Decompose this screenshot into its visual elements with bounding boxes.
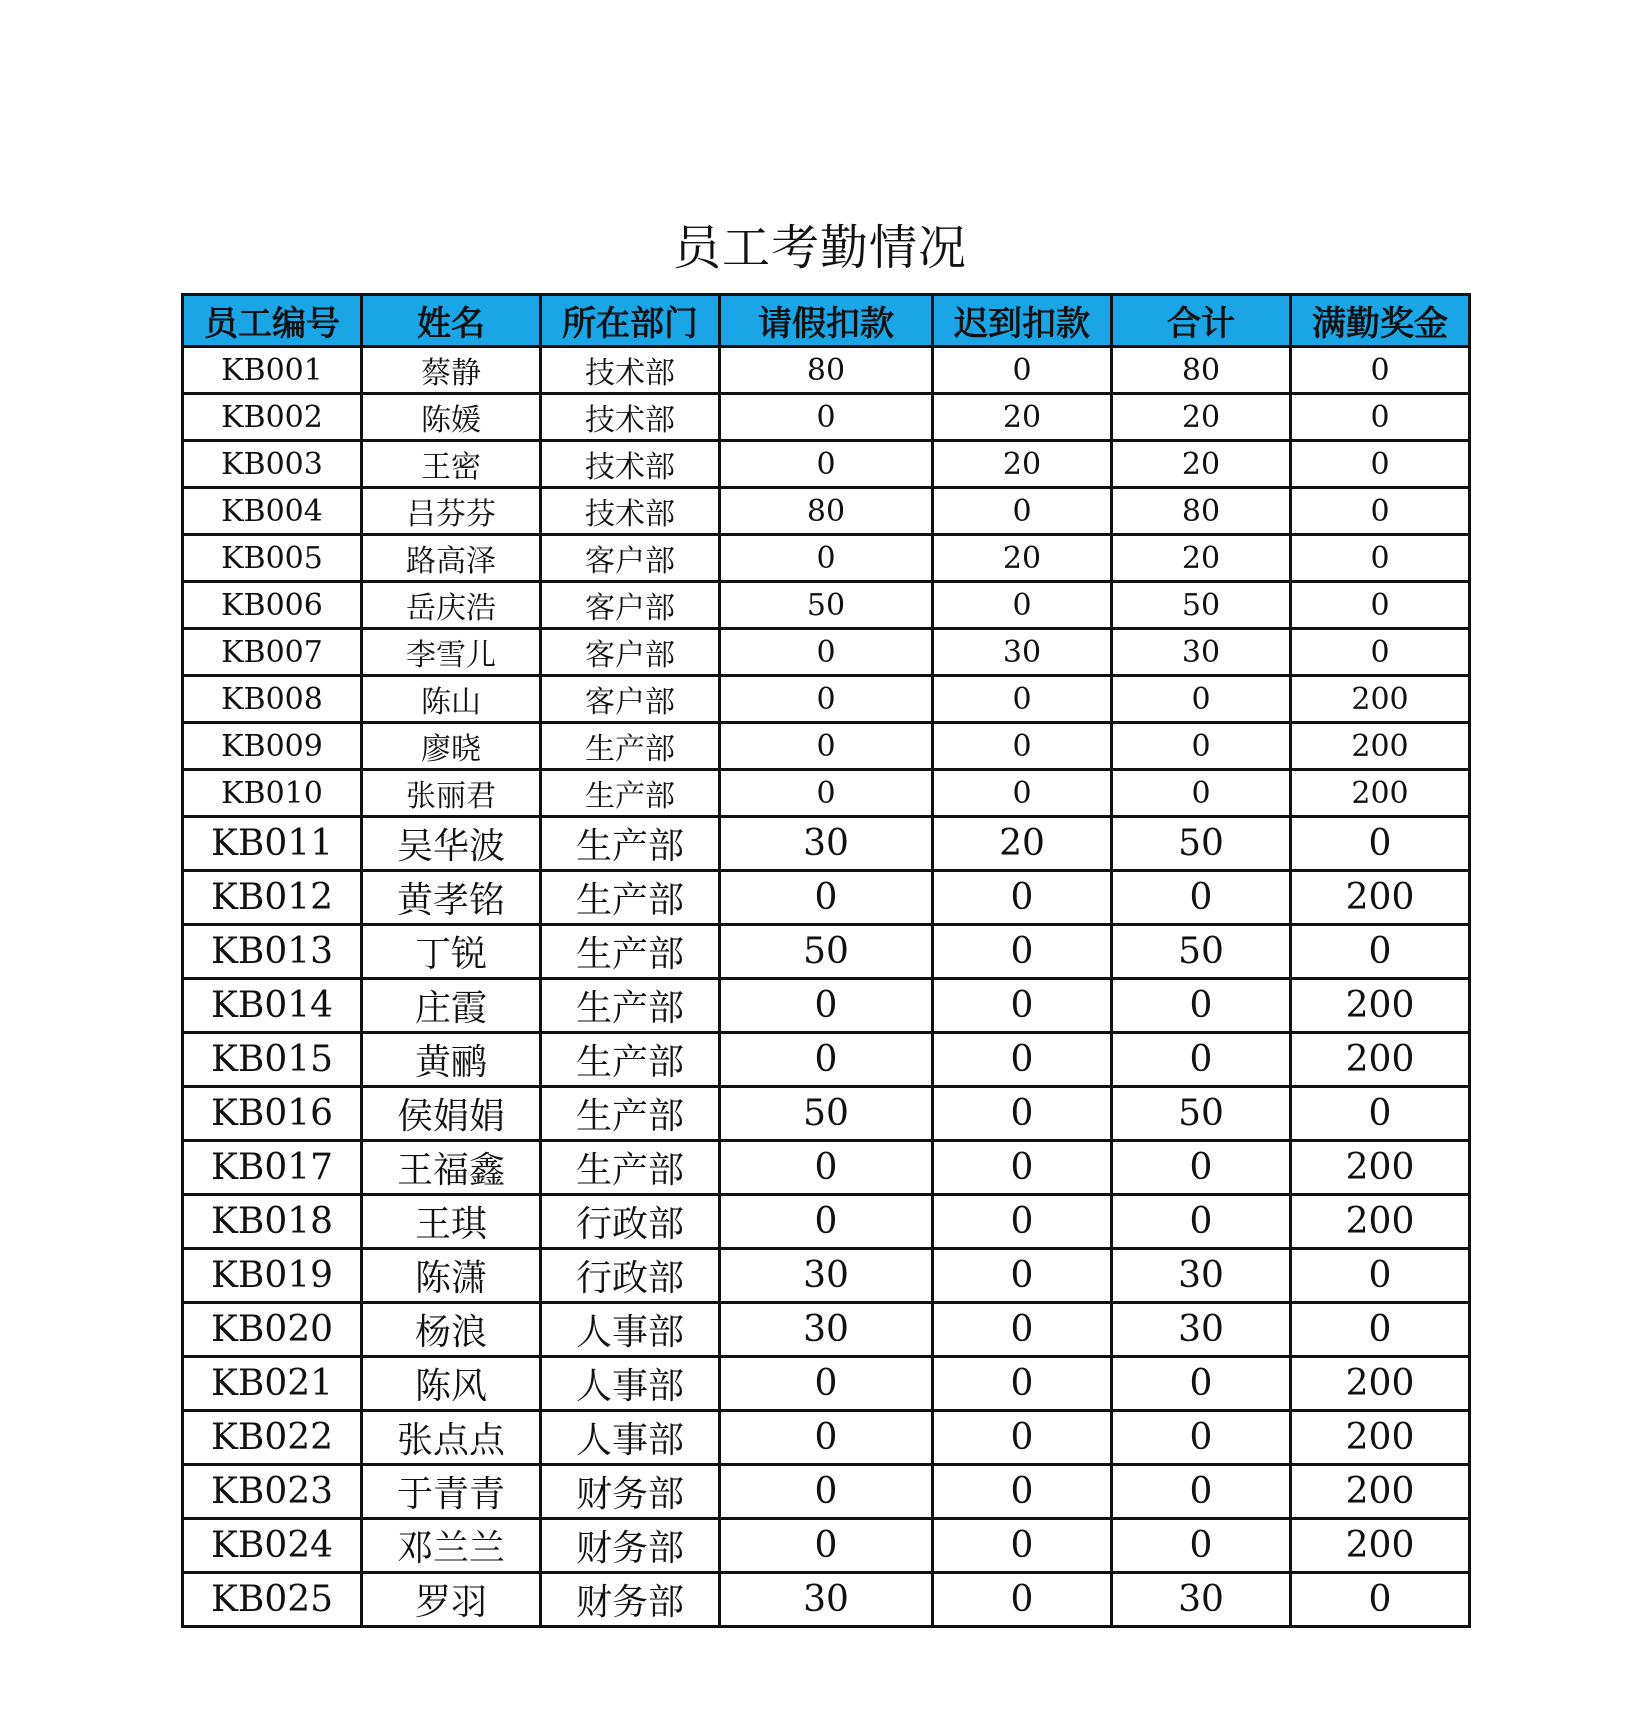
table-row xyxy=(183,1573,1470,1627)
cell-employee-id[interactable]: KB017 xyxy=(183,1141,362,1195)
cell-department[interactable]: 生产部 xyxy=(541,770,720,817)
cell-late-deduction[interactable]: 0 xyxy=(933,582,1112,629)
cell-total[interactable]: 50 xyxy=(1112,925,1291,979)
cell-late-deduction[interactable]: 0 xyxy=(933,1033,1112,1087)
cell-employee-id[interactable]: KB018 xyxy=(183,1195,362,1249)
cell-late-deduction[interactable]: 0 xyxy=(933,979,1112,1033)
cell-total[interactable]: 0 xyxy=(1112,1141,1291,1195)
cell-attendance-bonus[interactable]: 200 xyxy=(1291,1519,1470,1573)
cell-department[interactable]: 生产部 xyxy=(541,723,720,770)
cell-late-deduction[interactable]: 0 xyxy=(933,925,1112,979)
cell-leave-deduction[interactable]: 80 xyxy=(720,488,933,535)
cell-department[interactable]: 生产部 xyxy=(541,1087,720,1141)
cell-late-deduction[interactable]: 20 xyxy=(933,535,1112,582)
cell-leave-deduction[interactable]: 0 xyxy=(720,535,933,582)
cell-name[interactable]: 罗羽 xyxy=(362,1573,541,1627)
cell-leave-deduction[interactable]: 50 xyxy=(720,582,933,629)
cell-attendance-bonus[interactable]: 200 xyxy=(1291,871,1470,925)
cell-leave-deduction[interactable]: 30 xyxy=(720,1573,933,1627)
cell-department[interactable]: 行政部 xyxy=(541,1195,720,1249)
cell-employee-id[interactable]: KB011 xyxy=(183,817,362,871)
cell-name[interactable]: 廖晓 xyxy=(362,723,541,770)
cell-name[interactable]: 蔡静 xyxy=(362,347,541,394)
cell-department[interactable]: 技术部 xyxy=(541,441,720,488)
table-row xyxy=(183,488,1470,535)
cell-attendance-bonus[interactable]: 0 xyxy=(1291,1573,1470,1627)
cell-leave-deduction[interactable]: 50 xyxy=(720,925,933,979)
cell-total[interactable]: 0 xyxy=(1112,871,1291,925)
cell-total[interactable]: 80 xyxy=(1112,347,1291,394)
cell-name[interactable]: 陈潇 xyxy=(362,1249,541,1303)
page-title: 员工考勤情况 xyxy=(672,220,967,276)
table-row xyxy=(183,394,1470,441)
cell-attendance-bonus[interactable]: 0 xyxy=(1291,1303,1470,1357)
cell-total[interactable]: 0 xyxy=(1112,676,1291,723)
cell-name[interactable]: 侯娟娟 xyxy=(362,1087,541,1141)
cell-total[interactable]: 20 xyxy=(1112,441,1291,488)
cell-leave-deduction[interactable]: 0 xyxy=(720,1357,933,1411)
cell-name[interactable]: 丁锐 xyxy=(362,925,541,979)
cell-total[interactable]: 30 xyxy=(1112,1249,1291,1303)
cell-department[interactable]: 生产部 xyxy=(541,925,720,979)
cell-attendance-bonus[interactable]: 200 xyxy=(1291,1033,1470,1087)
cell-attendance-bonus[interactable]: 200 xyxy=(1291,979,1470,1033)
cell-late-deduction[interactable]: 20 xyxy=(933,394,1112,441)
table-row xyxy=(183,1303,1470,1357)
cell-late-deduction[interactable]: 0 xyxy=(933,1519,1112,1573)
cell-attendance-bonus[interactable]: 200 xyxy=(1291,1411,1470,1465)
cell-late-deduction[interactable]: 0 xyxy=(933,676,1112,723)
header-total[interactable]: 合计 xyxy=(1112,295,1291,347)
cell-late-deduction[interactable]: 0 xyxy=(933,488,1112,535)
cell-name[interactable]: 于青青 xyxy=(362,1465,541,1519)
cell-department[interactable]: 客户部 xyxy=(541,535,720,582)
cell-attendance-bonus[interactable]: 200 xyxy=(1291,723,1470,770)
table-row xyxy=(183,1411,1470,1465)
cell-leave-deduction[interactable]: 0 xyxy=(720,629,933,676)
cell-late-deduction[interactable]: 20 xyxy=(933,441,1112,488)
cell-total[interactable]: 0 xyxy=(1112,1195,1291,1249)
cell-leave-deduction[interactable]: 0 xyxy=(720,723,933,770)
cell-employee-id[interactable]: KB024 xyxy=(183,1519,362,1573)
cell-name[interactable]: 吕芬芬 xyxy=(362,488,541,535)
cell-late-deduction[interactable]: 0 xyxy=(933,871,1112,925)
table-row xyxy=(183,1249,1470,1303)
cell-leave-deduction[interactable]: 0 xyxy=(720,871,933,925)
cell-total[interactable]: 0 xyxy=(1112,979,1291,1033)
cell-leave-deduction[interactable]: 0 xyxy=(720,1195,933,1249)
cell-name[interactable]: 黄鹂 xyxy=(362,1033,541,1087)
table-row xyxy=(183,1195,1470,1249)
cell-attendance-bonus[interactable]: 0 xyxy=(1291,1249,1470,1303)
table-row xyxy=(183,925,1470,979)
header-leave-deduction[interactable]: 请假扣款 xyxy=(720,295,933,347)
cell-attendance-bonus[interactable]: 200 xyxy=(1291,1357,1470,1411)
cell-department[interactable]: 客户部 xyxy=(541,582,720,629)
table-row xyxy=(183,1357,1470,1411)
cell-leave-deduction[interactable]: 30 xyxy=(720,1249,933,1303)
cell-department[interactable]: 技术部 xyxy=(541,347,720,394)
cell-employee-id[interactable]: KB003 xyxy=(183,441,362,488)
cell-department[interactable]: 技术部 xyxy=(541,488,720,535)
cell-attendance-bonus[interactable]: 0 xyxy=(1291,629,1470,676)
cell-department[interactable]: 客户部 xyxy=(541,676,720,723)
cell-total[interactable]: 0 xyxy=(1112,1465,1291,1519)
cell-attendance-bonus[interactable]: 200 xyxy=(1291,1141,1470,1195)
cell-name[interactable]: 王福鑫 xyxy=(362,1141,541,1195)
cell-late-deduction[interactable]: 0 xyxy=(933,1249,1112,1303)
cell-total[interactable]: 20 xyxy=(1112,535,1291,582)
header-late-deduction[interactable]: 迟到扣款 xyxy=(933,295,1112,347)
cell-attendance-bonus[interactable]: 0 xyxy=(1291,925,1470,979)
cell-employee-id[interactable]: KB013 xyxy=(183,925,362,979)
cell-attendance-bonus[interactable]: 200 xyxy=(1291,1195,1470,1249)
cell-department[interactable]: 技术部 xyxy=(541,394,720,441)
cell-name[interactable]: 张丽君 xyxy=(362,770,541,817)
cell-late-deduction[interactable]: 0 xyxy=(933,1573,1112,1627)
cell-name[interactable]: 吴华波 xyxy=(362,817,541,871)
table-row xyxy=(183,1519,1470,1573)
cell-attendance-bonus[interactable]: 0 xyxy=(1291,394,1470,441)
table-row xyxy=(183,347,1470,394)
cell-late-deduction[interactable]: 30 xyxy=(933,629,1112,676)
cell-total[interactable]: 50 xyxy=(1112,817,1291,871)
cell-attendance-bonus[interactable]: 200 xyxy=(1291,676,1470,723)
cell-attendance-bonus[interactable]: 0 xyxy=(1291,488,1470,535)
cell-employee-id[interactable]: KB007 xyxy=(183,629,362,676)
cell-employee-id[interactable]: KB002 xyxy=(183,394,362,441)
table-row xyxy=(183,1141,1470,1195)
attendance-table xyxy=(181,293,1471,1628)
cell-attendance-bonus[interactable]: 0 xyxy=(1291,347,1470,394)
cell-employee-id[interactable]: KB021 xyxy=(183,1357,362,1411)
table-row xyxy=(183,629,1470,676)
cell-late-deduction[interactable]: 20 xyxy=(933,817,1112,871)
cell-department[interactable]: 生产部 xyxy=(541,1033,720,1087)
cell-leave-deduction[interactable]: 0 xyxy=(720,441,933,488)
cell-employee-id[interactable]: KB008 xyxy=(183,676,362,723)
table-row xyxy=(183,770,1470,817)
cell-name[interactable]: 李雪儿 xyxy=(362,629,541,676)
cell-leave-deduction[interactable]: 0 xyxy=(720,1033,933,1087)
cell-total[interactable]: 0 xyxy=(1112,1519,1291,1573)
table-row xyxy=(183,817,1470,871)
cell-total[interactable]: 0 xyxy=(1112,1033,1291,1087)
cell-department[interactable]: 财务部 xyxy=(541,1519,720,1573)
cell-attendance-bonus[interactable]: 0 xyxy=(1291,582,1470,629)
cell-leave-deduction[interactable]: 0 xyxy=(720,676,933,723)
cell-name[interactable]: 陈山 xyxy=(362,676,541,723)
cell-leave-deduction[interactable]: 0 xyxy=(720,1465,933,1519)
cell-leave-deduction[interactable]: 50 xyxy=(720,1087,933,1141)
cell-attendance-bonus[interactable]: 0 xyxy=(1291,1087,1470,1141)
table-row xyxy=(183,1087,1470,1141)
cell-name[interactable]: 杨浪 xyxy=(362,1303,541,1357)
cell-total[interactable]: 0 xyxy=(1112,723,1291,770)
cell-department[interactable]: 人事部 xyxy=(541,1303,720,1357)
cell-total[interactable]: 80 xyxy=(1112,488,1291,535)
cell-employee-id[interactable]: KB009 xyxy=(183,723,362,770)
table-row xyxy=(183,676,1470,723)
cell-attendance-bonus[interactable]: 0 xyxy=(1291,817,1470,871)
cell-employee-id[interactable]: KB006 xyxy=(183,582,362,629)
cell-leave-deduction[interactable]: 0 xyxy=(720,394,933,441)
cell-leave-deduction[interactable]: 30 xyxy=(720,817,933,871)
cell-attendance-bonus[interactable]: 200 xyxy=(1291,770,1470,817)
cell-late-deduction[interactable]: 0 xyxy=(933,1357,1112,1411)
cell-late-deduction[interactable]: 0 xyxy=(933,1411,1112,1465)
cell-name[interactable]: 路高泽 xyxy=(362,535,541,582)
cell-total[interactable]: 20 xyxy=(1112,394,1291,441)
cell-employee-id[interactable]: KB019 xyxy=(183,1249,362,1303)
cell-leave-deduction[interactable]: 80 xyxy=(720,347,933,394)
table-row xyxy=(183,441,1470,488)
cell-name[interactable]: 黄孝铭 xyxy=(362,871,541,925)
cell-employee-id[interactable]: KB016 xyxy=(183,1087,362,1141)
cell-leave-deduction[interactable]: 0 xyxy=(720,770,933,817)
cell-late-deduction[interactable]: 0 xyxy=(933,1465,1112,1519)
cell-late-deduction[interactable]: 0 xyxy=(933,1087,1112,1141)
cell-name[interactable]: 庄霞 xyxy=(362,979,541,1033)
cell-name[interactable]: 王密 xyxy=(362,441,541,488)
cell-employee-id[interactable]: KB012 xyxy=(183,871,362,925)
table-row xyxy=(183,582,1470,629)
cell-attendance-bonus[interactable]: 0 xyxy=(1291,535,1470,582)
cell-late-deduction[interactable]: 0 xyxy=(933,1303,1112,1357)
table-row xyxy=(183,871,1470,925)
cell-leave-deduction[interactable]: 30 xyxy=(720,1303,933,1357)
cell-late-deduction[interactable]: 0 xyxy=(933,723,1112,770)
cell-name[interactable]: 陈风 xyxy=(362,1357,541,1411)
header-department[interactable]: 所在部门 xyxy=(541,295,720,347)
cell-department[interactable]: 生产部 xyxy=(541,979,720,1033)
header-row xyxy=(183,295,1470,347)
cell-total[interactable]: 50 xyxy=(1112,582,1291,629)
header-employee-id[interactable]: 员工编号 xyxy=(183,295,362,347)
cell-employee-id[interactable]: KB025 xyxy=(183,1573,362,1627)
cell-total[interactable]: 30 xyxy=(1112,1303,1291,1357)
cell-name[interactable]: 张点点 xyxy=(362,1411,541,1465)
cell-department[interactable]: 财务部 xyxy=(541,1465,720,1519)
cell-department[interactable]: 财务部 xyxy=(541,1573,720,1627)
cell-department[interactable]: 生产部 xyxy=(541,871,720,925)
cell-late-deduction[interactable]: 0 xyxy=(933,1195,1112,1249)
cell-employee-id[interactable]: KB022 xyxy=(183,1411,362,1465)
cell-employee-id[interactable]: KB014 xyxy=(183,979,362,1033)
header-attendance-bonus[interactable]: 满勤奖金 xyxy=(1291,295,1470,347)
header-name[interactable]: 姓名 xyxy=(362,295,541,347)
cell-name[interactable]: 王琪 xyxy=(362,1195,541,1249)
cell-leave-deduction[interactable]: 0 xyxy=(720,1519,933,1573)
cell-department[interactable]: 生产部 xyxy=(541,817,720,871)
cell-total[interactable]: 30 xyxy=(1112,629,1291,676)
table-row xyxy=(183,1033,1470,1087)
cell-total[interactable]: 50 xyxy=(1112,1087,1291,1141)
cell-employee-id[interactable]: KB010 xyxy=(183,770,362,817)
table-row xyxy=(183,1465,1470,1519)
cell-department[interactable]: 客户部 xyxy=(541,629,720,676)
cell-employee-id[interactable]: KB023 xyxy=(183,1465,362,1519)
cell-late-deduction[interactable]: 0 xyxy=(933,770,1112,817)
cell-late-deduction[interactable]: 0 xyxy=(933,1141,1112,1195)
cell-attendance-bonus[interactable]: 0 xyxy=(1291,441,1470,488)
cell-name[interactable]: 岳庆浩 xyxy=(362,582,541,629)
cell-leave-deduction[interactable]: 0 xyxy=(720,1411,933,1465)
table-row xyxy=(183,723,1470,770)
cell-total[interactable]: 0 xyxy=(1112,770,1291,817)
cell-employee-id[interactable]: KB001 xyxy=(183,347,362,394)
cell-attendance-bonus[interactable]: 200 xyxy=(1291,1465,1470,1519)
cell-department[interactable]: 人事部 xyxy=(541,1357,720,1411)
cell-name[interactable]: 陈媛 xyxy=(362,394,541,441)
cell-department[interactable]: 生产部 xyxy=(541,1141,720,1195)
cell-department[interactable]: 行政部 xyxy=(541,1249,720,1303)
cell-name[interactable]: 邓兰兰 xyxy=(362,1519,541,1573)
cell-employee-id[interactable]: KB020 xyxy=(183,1303,362,1357)
cell-total[interactable]: 0 xyxy=(1112,1411,1291,1465)
cell-employee-id[interactable]: KB015 xyxy=(183,1033,362,1087)
table-row xyxy=(183,535,1470,582)
cell-total[interactable]: 0 xyxy=(1112,1357,1291,1411)
cell-leave-deduction[interactable]: 0 xyxy=(720,1141,933,1195)
cell-total[interactable]: 30 xyxy=(1112,1573,1291,1627)
cell-employee-id[interactable]: KB005 xyxy=(183,535,362,582)
cell-leave-deduction[interactable]: 0 xyxy=(720,979,933,1033)
cell-late-deduction[interactable]: 0 xyxy=(933,347,1112,394)
cell-department[interactable]: 人事部 xyxy=(541,1411,720,1465)
table-row xyxy=(183,979,1470,1033)
cell-employee-id[interactable]: KB004 xyxy=(183,488,362,535)
